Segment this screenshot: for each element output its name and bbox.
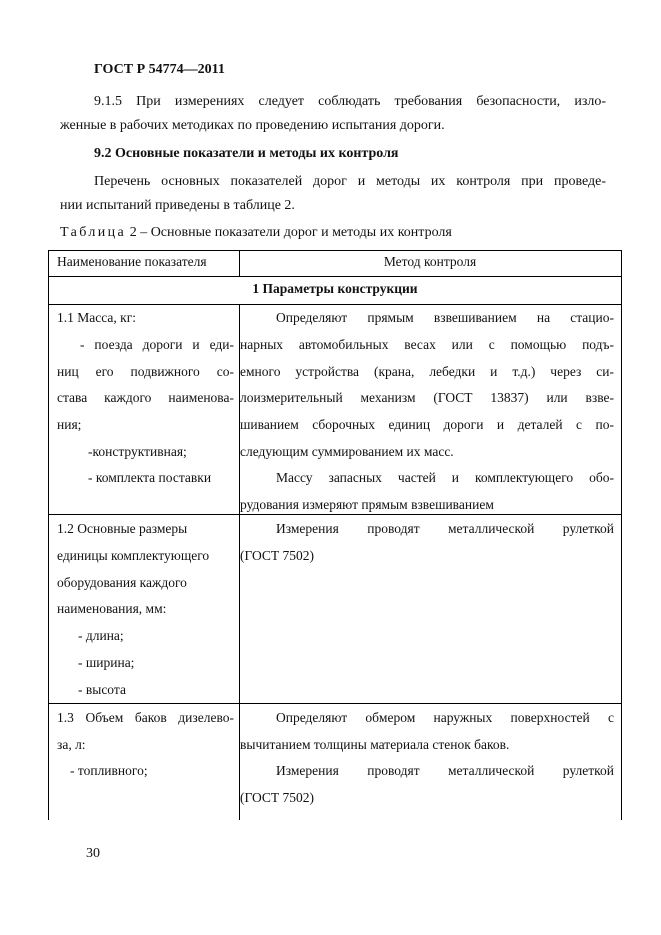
row-1-1-indicator-line: става каждого наименова-	[57, 390, 234, 405]
row-1-2-indicator-line: - высота	[78, 682, 126, 697]
table-caption-label: Таблица	[60, 225, 127, 240]
row-1-1-method-line: шиванием сборочных единиц дороги и деталей с по-	[240, 417, 614, 432]
row-1-2-indicator-line: наименования, мм:	[57, 601, 167, 616]
row-1-3-method-line: Измерения проводят металлической рулеткой	[276, 763, 614, 778]
intro-paragraph-line-2: нии испытаний приведены в таблице 2.	[60, 198, 295, 213]
row-1-3-indicator-line: за, л:	[57, 737, 86, 752]
row-1-2-indicator-line: 1.2 Основные размеры	[57, 521, 188, 536]
row-1-1-method-line: Массу запасных частей и комплектующего обо-	[276, 470, 614, 485]
row-1-2-indicator-line: - ширина;	[78, 655, 135, 670]
row-1-2-method-line: (ГОСТ 7502)	[240, 548, 314, 563]
row-1-1-indicator-line: 1.1 Масса, кг:	[57, 310, 136, 325]
table-border-top	[48, 250, 622, 251]
table-caption-text: 2 – Основные показатели дорог и методы их контроля	[126, 225, 452, 240]
row-1-3-top-border	[48, 703, 622, 704]
row-1-1-indicator-line: ния;	[57, 417, 82, 432]
section-row-bottom-border	[48, 304, 622, 305]
row-1-3-method-line: Определяют обмером наружных поверхностей с	[276, 710, 614, 725]
row-1-2-top-border	[48, 514, 622, 515]
row-1-1-method-line: Определяют прямым взвешиванием на стацио-	[276, 310, 614, 325]
document-code: ГОСТ Р 54774—2011	[94, 62, 225, 77]
row-1-2-indicator-line: оборудования каждого	[57, 575, 187, 590]
table-border-right	[621, 250, 622, 820]
row-1-1-method-line: емного устройства (крана, лебедки и т.д.) через си-	[240, 364, 614, 379]
table-caption	[60, 225, 452, 241]
section-heading: 9.2 Основные показатели и методы их контроля	[94, 146, 399, 161]
paragraph-9-1-5-line-2: женные в рабочих методиках по проведению испытания дороги.	[60, 118, 445, 133]
row-1-3-indicator-line: - топливного;	[70, 763, 148, 778]
row-1-2-indicator-line: - длина;	[78, 628, 124, 643]
row-1-1-method-line: лоизмерительный механизм (ГОСТ 13837) или взве-	[240, 390, 614, 405]
header-bottom-border	[48, 276, 622, 277]
row-1-3-method-line: (ГОСТ 7502)	[240, 790, 314, 805]
column-header-indicator: Наименование показателя	[57, 254, 207, 269]
row-1-1-indicator-line: - поезда дороги и еди-	[80, 337, 234, 352]
row-1-3-indicator-line: 1.3 Объем баков дизелево-	[57, 710, 234, 725]
row-1-3-method-line: вычитанием толщины материала стенок баков.	[240, 737, 510, 752]
row-1-1-indicator-line: ниц его подвижного со-	[57, 364, 234, 379]
row-1-1-method-line: нарных автомобильных весах или с помощью подъ-	[240, 337, 614, 352]
row-1-2-indicator-line: единицы комплектующего	[57, 548, 210, 563]
table-section-title: 1 Параметры конструкции	[252, 281, 418, 296]
page-number: 30	[86, 846, 100, 861]
row-1-2-method-line: Измерения проводят металлической рулеткой	[276, 521, 614, 536]
column-header-method: Метод контроля	[383, 254, 477, 269]
row-1-1-indicator-line: -конструктивная;	[88, 444, 187, 459]
row-1-1-method-line: следующим суммированием их масс.	[240, 444, 454, 459]
table-border-left	[48, 250, 49, 820]
row-1-1-method-line: рудования измеряют прямым взвешиванием	[240, 497, 494, 512]
paragraph-9-1-5-line-1: 9.1.5 При измерениях следует соблюдать требования безопасности, изло-	[94, 94, 606, 109]
row-1-1-indicator-line: - комплекта поставки	[88, 470, 212, 485]
intro-paragraph-line-1: Перечень основных показателей дорог и методы их контроля при проведе-	[94, 174, 606, 189]
